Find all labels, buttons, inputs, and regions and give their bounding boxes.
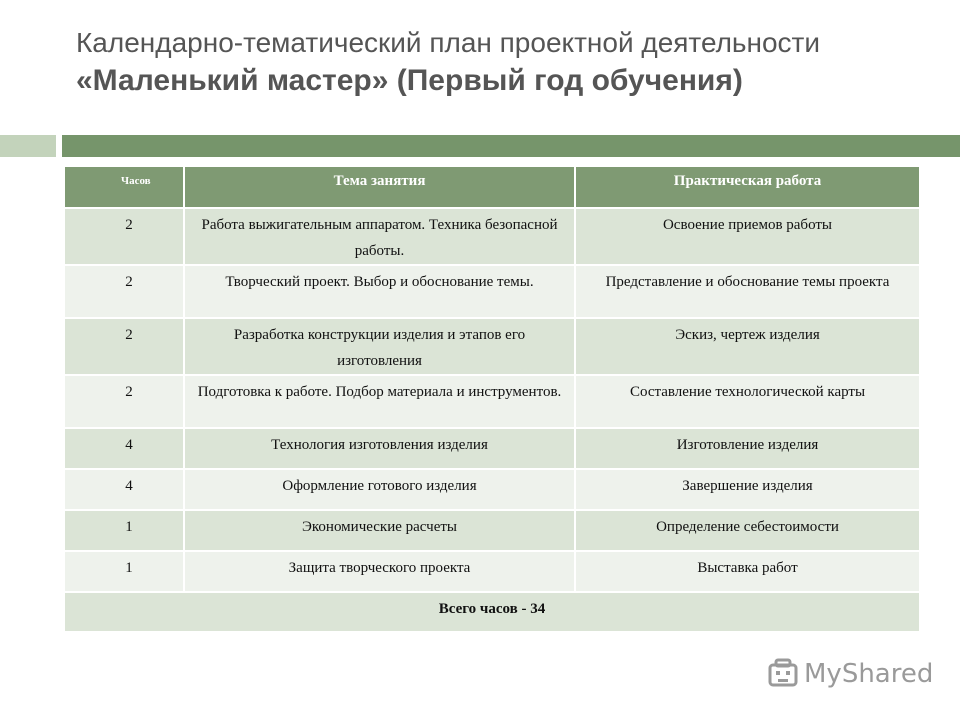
table-row: [65, 510, 920, 551]
cell-practice: Определение себестоимости: [575, 510, 920, 551]
cell-practice: Составление технологической карты: [575, 375, 920, 428]
slide-title: [76, 24, 936, 100]
title-line-1: Календарно-тематический план проектной деятельности: [76, 27, 821, 58]
decor-bar-right: [62, 135, 960, 157]
cell-topic: Защита творческого проекта: [184, 551, 575, 592]
cell-hours: 1: [65, 551, 184, 592]
cell-topic: Подготовка к работе. Подбор материала и инструментов.: [184, 375, 575, 428]
table-row: [65, 469, 920, 510]
cell-hours: 2: [65, 375, 184, 428]
table-row: [65, 375, 920, 428]
cell-hours: 2: [65, 265, 184, 318]
total-hours: Всего часов - 34: [65, 592, 920, 632]
cell-topic: Разработка конструкции изделия и этапов его изготовления: [184, 318, 575, 375]
plan-table: [65, 167, 921, 633]
table-row: [65, 265, 920, 318]
cell-hours: 4: [65, 428, 184, 469]
cell-practice: Выставка работ: [575, 551, 920, 592]
watermark: [766, 656, 933, 692]
table-row: [65, 551, 920, 592]
table-row: [65, 318, 920, 375]
cell-topic: Технология изготовления изделия: [184, 428, 575, 469]
title-line-2: «Маленький мастер» (Первый год обучения): [76, 64, 743, 97]
total-row: [65, 592, 920, 632]
cell-topic: Работа выжигательным аппаратом. Техника безопасной работы.: [184, 208, 575, 265]
cell-practice: Освоение приемов работы: [575, 208, 920, 265]
cell-hours: 2: [65, 208, 184, 265]
cell-hours: 1: [65, 510, 184, 551]
cell-topic: Экономические расчеты: [184, 510, 575, 551]
cell-hours: 2: [65, 318, 184, 375]
cell-topic: Оформление готового изделия: [184, 469, 575, 510]
table-row: [65, 428, 920, 469]
watermark-text: MyShared: [804, 659, 934, 689]
cell-practice: Изготовление изделия: [575, 428, 920, 469]
cell-practice: Эскиз, чертеж изделия: [575, 318, 920, 375]
decor-bar-left: [0, 135, 56, 157]
cell-practice: Завершение изделия: [575, 469, 920, 510]
cell-hours: 4: [65, 469, 184, 510]
header-topic: Тема занятия: [184, 167, 575, 208]
header-practice: Практическая работа: [575, 167, 920, 208]
cell-topic: Творческий проект. Выбор и обоснование темы.: [184, 265, 575, 318]
myshared-logo-icon: [766, 657, 800, 691]
table-row: [65, 208, 920, 265]
header-hours: Часов: [65, 167, 184, 208]
cell-practice: Представление и обоснование темы проекта: [575, 265, 920, 318]
table-header-row: [65, 167, 920, 208]
